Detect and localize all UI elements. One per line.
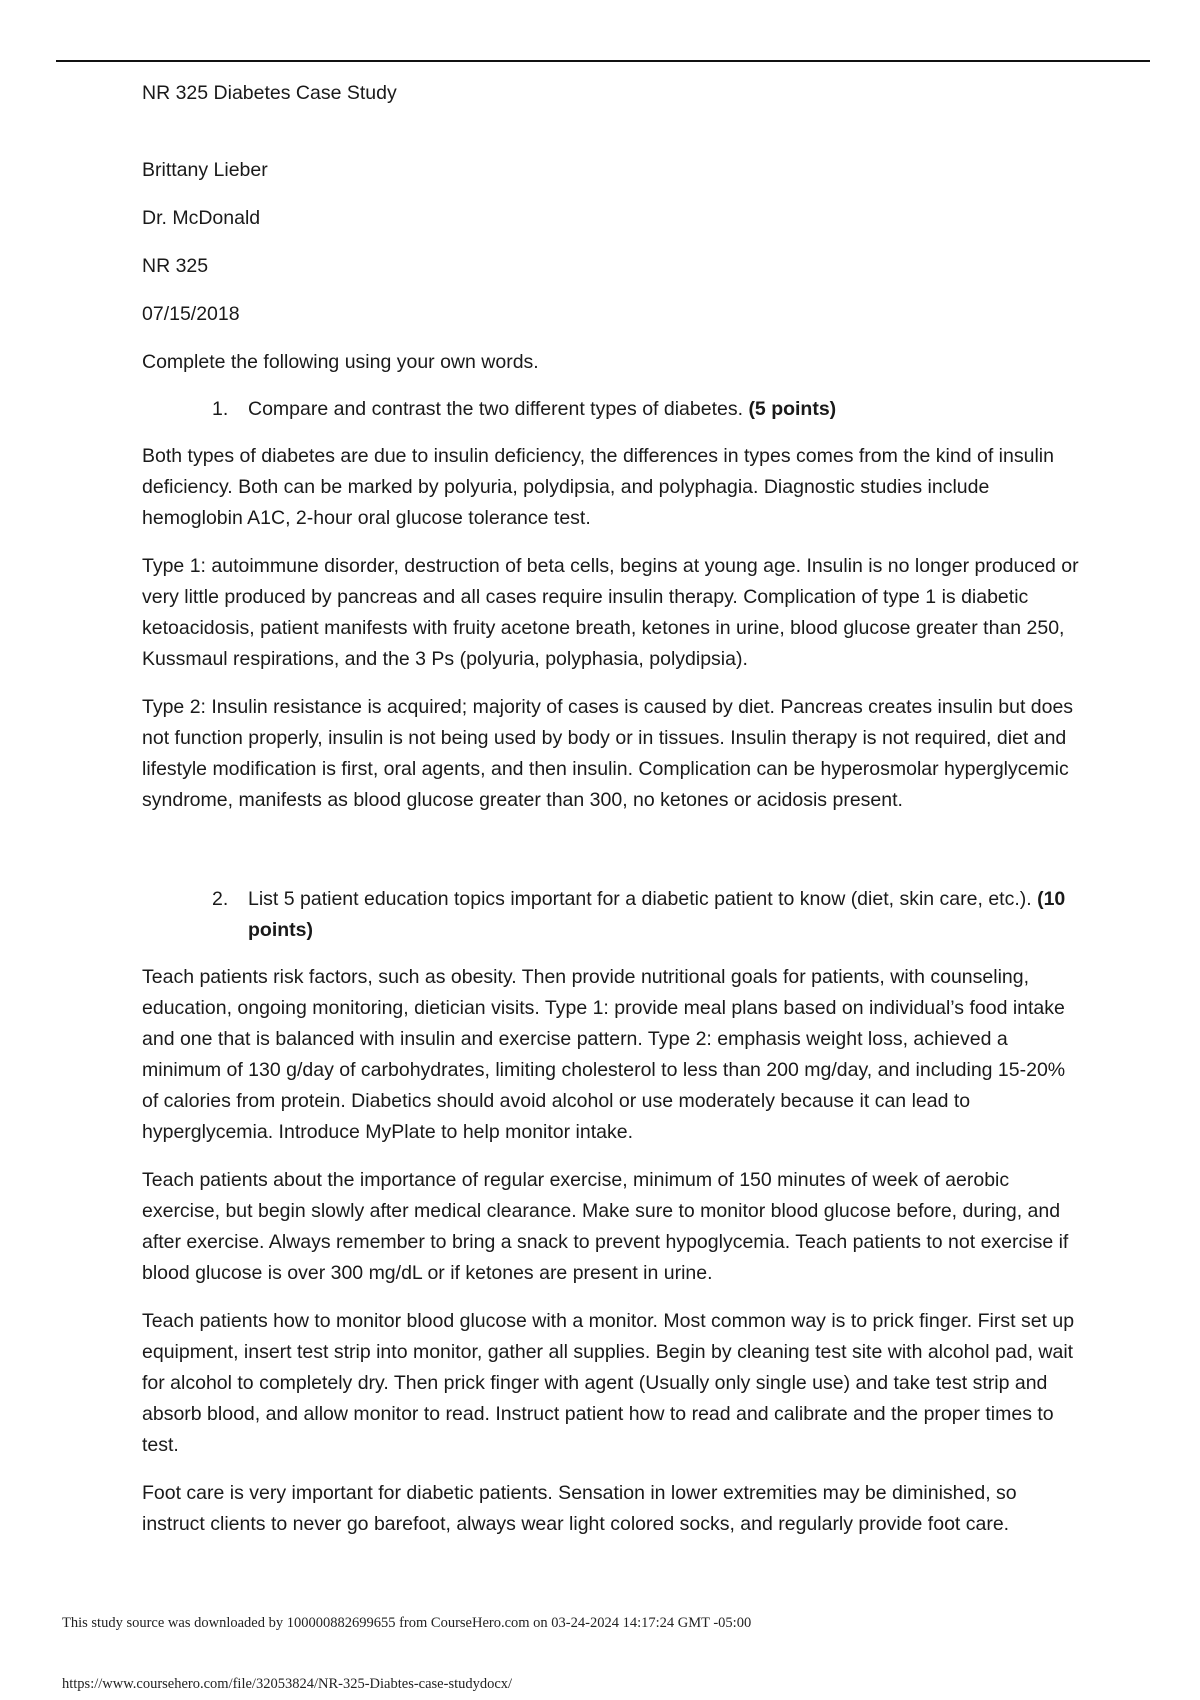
question-number: 1. bbox=[212, 398, 229, 420]
question-number: 2. bbox=[212, 888, 229, 910]
answer-paragraph: Type 1: autoimmune disorder, destruction of beta cells, begins at young age. Insulin is no longer produced or very little produced by pancreas and all cases require insulin therapy. Complication of type 1 is diabetic ketoacidosis, patient manifests with fruity acetone breath, ketones in urine, blood glucose greater than 250, Kussmaul respirations, and the 3 Ps (polyuria, polyphasia, polydipsia). bbox=[142, 555, 1079, 670]
source-url: https://www.coursehero.com/file/32053824/NR-325-Diabtes-case-studydocx/ bbox=[62, 1676, 513, 1692]
question-points: (10 points) bbox=[248, 888, 1066, 941]
instructor-name: Dr. McDonald bbox=[142, 207, 261, 229]
answer-paragraph: Teach patients about the importance of regular exercise, minimum of 150 minutes of week of aerobic exercise, but begin slowly after medical clearance. Make sure to monitor blood glucose before, during, and after exercise. Always remember to bring a snack to prevent hypoglycemia. Teach patients to not exercise if blood glucose is over 300 mg/dL or if ketones are present in urine. bbox=[142, 1169, 1069, 1284]
document-date: 07/15/2018 bbox=[142, 303, 240, 325]
question-1 bbox=[212, 394, 1082, 425]
answer-paragraph: Foot care is very important for diabetic patients. Sensation in lower extremities may be diminished, so instruct clients to never go barefoot, always wear light colored socks, and regularly provide foot care. bbox=[142, 1482, 1017, 1535]
course-code: NR 325 bbox=[142, 255, 209, 277]
question-prompt: List 5 patient education topics important for a diabetic patient to know (diet, skin care, etc.). bbox=[248, 888, 1038, 910]
question-2 bbox=[212, 884, 1082, 946]
answer-paragraph: Both types of diabetes are due to insulin deficiency, the differences in types comes from the kind of insulin deficiency. Both can be marked by polyuria, polydipsia, and polyphagia. Diagnostic studies include hemoglobin A1C, 2-hour oral glucose tolerance test. bbox=[142, 445, 1054, 529]
author-name: Brittany Lieber bbox=[142, 159, 268, 181]
answer-paragraph: Teach patients risk factors, such as obesity. Then provide nutritional goals for patients, with counseling, education, ongoing monitoring, dietician visits. Type 1: provide meal plans based on individual’s food intake and one that is balanced with insulin and exercise pattern. Type 2: emphasis weight loss, achieved a minimum of 130 g/day of carbohydrates, limiting cholesterol to less than 200 mg/day, and including 15-20% of calories from protein. Diabetics should avoid alcohol or use moderately because it can lead to hyperglycemia. Introduce MyPlate to help monitor intake. bbox=[142, 966, 1066, 1143]
download-source-note: This study source was downloaded by 100000882699655 from CourseHero.com on 03-24-2024 14:17:24 GMT -05:00 bbox=[62, 1615, 752, 1631]
top-rule bbox=[56, 60, 1150, 62]
question-text bbox=[248, 884, 1082, 946]
answer-paragraph: Teach patients how to monitor blood glucose with a monitor. Most common way is to prick finger. First set up equipment, insert test strip into monitor, gather all supplies. Begin by cleaning test site with alcohol pad, wait for alcohol to completely dry. Then prick finger with agent (Usually only single use) and take test strip and absorb blood, and allow monitor to read. Instruct patient how to read and calibrate and the proper times to test. bbox=[142, 1310, 1075, 1456]
document-body bbox=[142, 78, 1082, 1557]
instructions: Complete the following using your own words. bbox=[142, 351, 539, 373]
question-prompt: Compare and contrast the two different types of diabetes. bbox=[248, 398, 749, 420]
answer-paragraph: Type 2: Insulin resistance is acquired; majority of cases is caused by diet. Pancreas creates insulin but does not function properly, insulin is not being used by body or in tissues. Insulin therapy is not required, diet and lifestyle modification is first, oral agents, and then insulin. Complication can be hyperosmolar hyperglycemic syndrome, manifests as blood glucose greater than 300, no ketones or acidosis present. bbox=[142, 696, 1074, 811]
document-title: NR 325 Diabetes Case Study bbox=[142, 82, 397, 104]
question-text bbox=[248, 394, 1082, 425]
question-points: (5 points) bbox=[748, 398, 837, 420]
